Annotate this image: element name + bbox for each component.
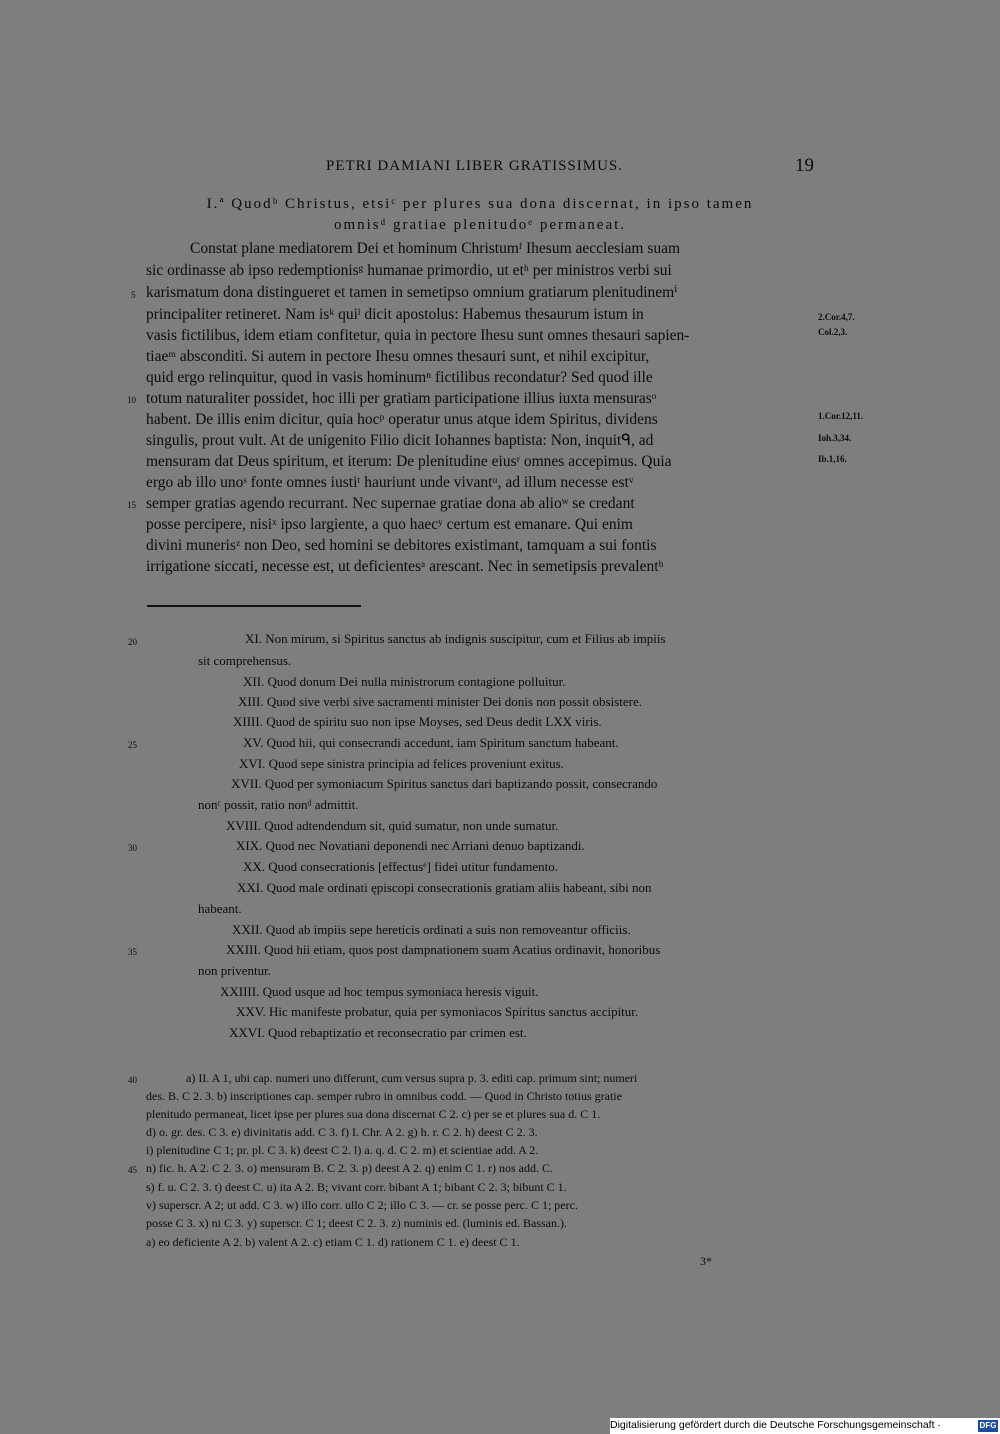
toc-entry: XIX. Quod nec Novatiani deponendi nec Arriani denuo baptizandi. [236, 838, 585, 853]
toc-entry: XXIIII. Quod usque ad hoc tempus symoniaca heresis viguit. [220, 984, 539, 999]
line-number: 25 [128, 740, 137, 750]
apparatus-note: des. B. C 2. 3. b) inscriptiones cap. semper rubro in omnibus codd. — Quod in Christo totius gratie [146, 1089, 622, 1103]
margin-reference: 2.Cor.4,7. [818, 312, 855, 322]
apparatus-note: a) eo deficiente A 2. b) valent A 2. c) etiam C 1. d) rationem C 1. e) deest C 1. [146, 1235, 520, 1249]
toc-entry: XXV. Hic manifeste probatur, quia per symoniacos Spiritus sanctus accipitur. [236, 1004, 639, 1019]
toc-entry: XII. Quod donum Dei nulla ministrorum contagione polluitur. [243, 674, 566, 689]
body-line: Constat plane mediatorem Dei et hominum Christumᶠ Ihesum aecclesiam suam [190, 240, 681, 257]
separator-rule [147, 605, 361, 607]
toc-entry: XX. Quod consecrationis [effectusᵉ] fidei utitur fundamento. [243, 859, 559, 874]
margin-reference: Ioh.3,34. [818, 433, 852, 443]
line-number: 40 [128, 1075, 137, 1085]
toc-entry: habeant. [198, 901, 242, 916]
body-line: posse percipere, nisiˣ ipso largiente, a quo haecʸ certum est emanare. Qui enim [146, 516, 633, 533]
body-line: sic ordinasse ab ipso redemptionisᵍ humanae primordio, ut etʰ per ministros verbi sui [146, 262, 672, 279]
toc-entry: nonᶜ possit, ratio nonᵈ admittit. [198, 797, 359, 812]
apparatus-note: v) superscr. A 2; ut add. C 3. w) illo corr. ullo C 2; illo C 3. — cr. se posse perc. C 1; perc. [146, 1198, 578, 1212]
toc-entry: XXII. Quod ab impiis sepe hereticis ordinati a suis non removeantur officiis. [232, 922, 631, 937]
footer-bar [610, 1418, 1000, 1434]
body-line: ergo ab illo unoˢ fonte omnes iustiᵗ hauriunt unde vivantᵘ, ad illum necesse estᵛ [146, 474, 634, 491]
line-number: 20 [128, 637, 137, 647]
body-line: tiaeᵐ absconditi. Si autem in pectore Ihesu omnes thesauri sunt, et nihil excipitur, [146, 348, 650, 365]
signature-mark: 3* [700, 1254, 712, 1268]
apparatus-note: i) plenitudine C 1; pr. pl. C 3. k) deest C 2. l) a. q. d. C 2. m) et scientiae add. A 2. [146, 1143, 539, 1157]
line-number: 5 [131, 290, 136, 300]
toc-entry: sit comprehensus. [198, 653, 292, 668]
margin-reference: Col.2,3. [818, 327, 848, 337]
footer-text: Digitalisierung gefördert durch die Deutsche Forschungsgemeinschaft · [610, 1419, 941, 1431]
toc-entry: XVI. Quod sepe sinistra principia ad felices proveniunt exitus. [239, 756, 564, 771]
body-line: irrigatione siccati, necesse est, ut deficientesᵃ arescant. Nec in semetipsis prevalentᵇ [146, 558, 664, 575]
toc-entry: XXI. Quod male ordinati ępiscopi consecrationis gratiam aliis habeant, sibi non [237, 880, 652, 895]
body-line: karismatum dona distingueret et tamen in semetipso omnium gratiarum plenitudinemⁱ [146, 284, 678, 301]
body-line: mensuram dat Deus spiritum, et iterum: De plenitudine eiusʳ omnes accepimus. Quia [146, 453, 672, 470]
body-line: divini munerisᶻ non Deo, sed homini se debitores existimant, tamquam a sui fontis [146, 537, 657, 554]
apparatus-note: a) II. A 1, ubi cap. numeri uno differunt, cum versus supra p. 3. editi cap. primum sint; numeri [186, 1071, 638, 1085]
body-line: principaliter retineret. Nam isᵏ quiˡ dicit apostolus: Habemus thesaurum istum in [146, 306, 644, 323]
margin-reference: Ib.1,16. [818, 454, 847, 464]
chapter-heading-line: I.ª Quodᵇ Christus, etsiᶜ per plures sua dona discernat, in ipso tamen [206, 196, 754, 212]
toc-entry: XVII. Quod per symoniacum Spiritus sanctus dari baptizando possit, consecrando [231, 776, 658, 791]
body-line: habent. De illis enim dicitur, quia hocᵖ operatur unus atque idem Spiritus, dividens [146, 411, 658, 428]
body-line: singulis, prout vult. At de unigenito Filio dicit Iohannes baptista: Non, inquitᑫ, ad [146, 432, 654, 449]
chapter-heading-line: omnisᵈ gratiae plenitudoᵉ permaneat. [333, 217, 627, 233]
toc-entry: XV. Quod hii, qui consecrandi accedunt, iam Spiritum sanctum habeant. [243, 735, 619, 750]
line-number: 30 [128, 843, 137, 853]
line-number: 35 [128, 947, 137, 957]
toc-entry: XIIII. Quod de spiritu suo non ipse Moyses, sed Deus dedit LXX viris. [233, 714, 602, 729]
apparatus-note: n) fic. h. A 2. C 2. 3. o) mensuram B. C 2. 3. p) deest A 2. q) enim C 1. r) nos add. C. [146, 1161, 553, 1175]
page-header [146, 155, 814, 180]
line-number: 15 [127, 500, 136, 510]
toc-entry: XI. Non mirum, si Spiritus sanctus ab indignis suscipitur, cum et Filius ab impiis [245, 631, 666, 646]
line-number: 45 [128, 1165, 137, 1175]
toc-entry: XXVI. Quod rebaptizatio et reconsecratio par crimen est. [229, 1025, 527, 1040]
toc-entry: XXIII. Quod hii etiam, quos post dampnationem suam Acatius ordinavit, honoribus [226, 942, 661, 957]
line-number: 10 [127, 395, 136, 405]
body-line: totum naturaliter possidet, hoc illi per gratiam participatione illius iuxta mensurasᵒ [146, 390, 657, 407]
toc-entry: non priventur. [198, 963, 271, 978]
apparatus-note: d) o. gr. des. C 3. e) divinitatis add. C 3. f) I. Chr. A 2. g) h. r. C 2. h) deest C 2. 3. [146, 1125, 538, 1139]
margin-reference: 1.Cor.12,11. [818, 411, 864, 421]
apparatus-note: plenitudo permaneat, licet ipse per plures sua dona discernat C 2. c) per se et plures sua d. C 1. [146, 1107, 601, 1121]
apparatus-note: s) f. u. C 2. 3. t) deest C. u) ita A 2. B; vivant corr. bibant A 1; bibant C 2. 3; bibunt C 1. [146, 1180, 567, 1194]
toc-entry: XVIII. Quod adtendendum sit, quid sumatur, non unde sumatur. [226, 818, 559, 833]
apparatus-note: posse C 3. x) ni C 3. y) superscr. C 1; deest C 2. 3. z) numinis ed. (luminis ed. Bassan.). [146, 1216, 567, 1230]
page-number: 19 [795, 155, 814, 176]
body-line: quid ergo relinquitur, quod in vasis hominumⁿ fictilibus recondatur? Sed quod ille [146, 369, 653, 386]
dfg-logo-icon: DFG [979, 1421, 997, 1430]
body-line: semper gratias agendo recurrant. Nec supernae gratiae dona ab alioʷ se credant [146, 495, 635, 512]
toc-entry: XIII. Quod sive verbi sive sacramenti minister Dei donis non possit obsistere. [238, 694, 643, 709]
body-line: vasis fictilibus, idem etiam confitetur, quia in pectore Ihesu sunt omnes thesauri sapien- [146, 327, 690, 344]
running-title: PETRI DAMIANI LIBER GRATISSIMUS. [326, 158, 624, 174]
